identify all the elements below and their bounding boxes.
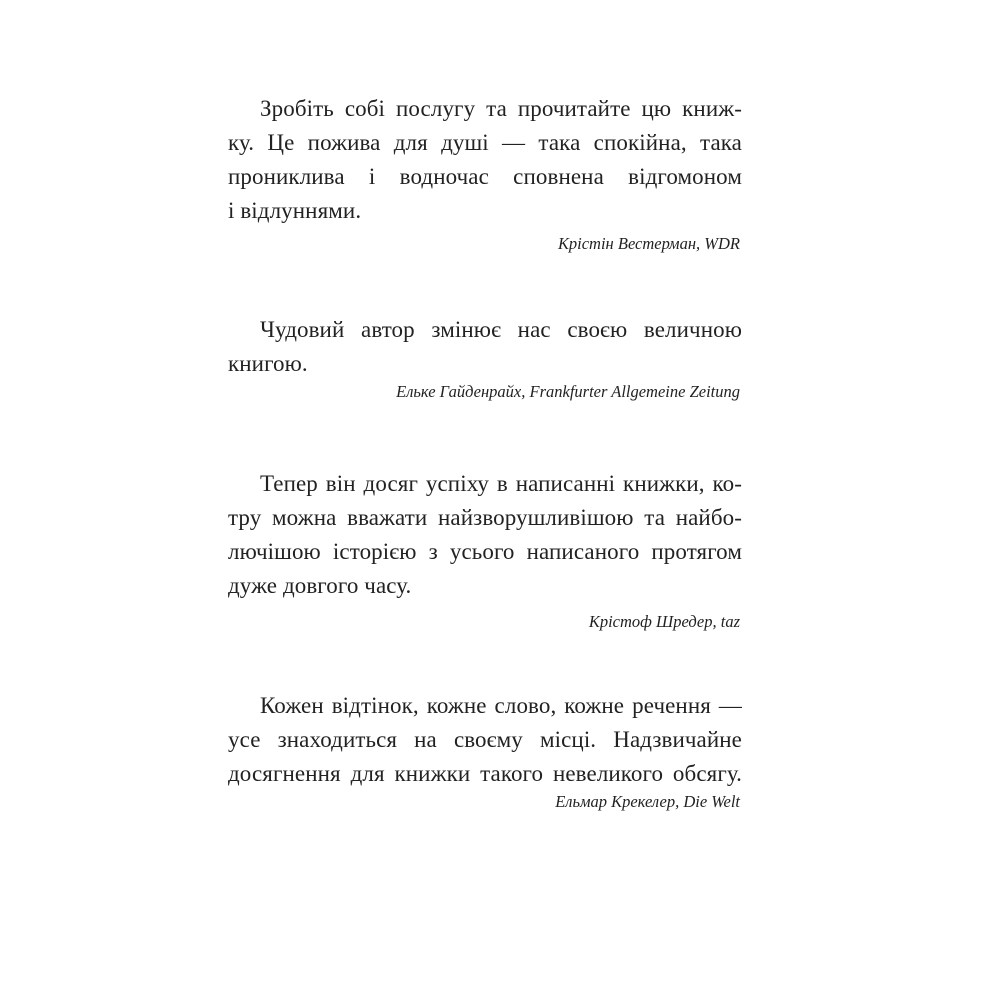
quote-line: прониклива і водночас сповнена відгомоном: [228, 164, 742, 189]
quote-text: [228, 689, 742, 791]
quote-line: і відлуннями.: [228, 198, 362, 223]
quote-line: Тепер він досяг успіху в написанні книжки, ко-: [260, 471, 742, 496]
quote-attribution: Ельмар Крекелер, Die Welt: [555, 792, 740, 811]
quote-text: [228, 313, 742, 381]
quote-line: тру можна вважати найзворушливішою та найбо-: [228, 505, 742, 530]
quote-text: [228, 467, 742, 603]
quote-attribution: Крістін Вестерман, WDR: [557, 234, 740, 253]
review-quote-2: [228, 313, 742, 403]
quote-attribution: Ельке Гайденрайх, Frankfurter Allgemeine Zeitung: [396, 382, 740, 401]
quote-line: Кожен відтінок, кожне слово, кожне речення —: [260, 693, 742, 718]
quote-line: Зробіть собі послугу та прочитайте цю книж-: [260, 96, 742, 121]
quote-line: книгою.: [228, 351, 308, 376]
review-quote-1: [228, 92, 742, 255]
quote-attribution: Крістоф Шредер, taz: [588, 612, 740, 631]
quote-line: Чудовий автор змінює нас своєю величною: [260, 317, 742, 342]
quote-line: лючішою історією з усього написаного протягом: [228, 539, 742, 564]
quote-line: усе знаходиться на своєму місці. Надзвичайне: [228, 727, 742, 752]
quote-line: досягнення для книжки такого невеликого обсягу.: [228, 761, 742, 786]
quote-line: дуже довгого часу.: [228, 573, 412, 598]
quote-line: ку. Це пожива для душі — така спокійна, така: [228, 130, 742, 155]
quote-text: [228, 92, 742, 228]
review-quote-4: [228, 689, 742, 813]
review-quote-3: [228, 467, 742, 633]
